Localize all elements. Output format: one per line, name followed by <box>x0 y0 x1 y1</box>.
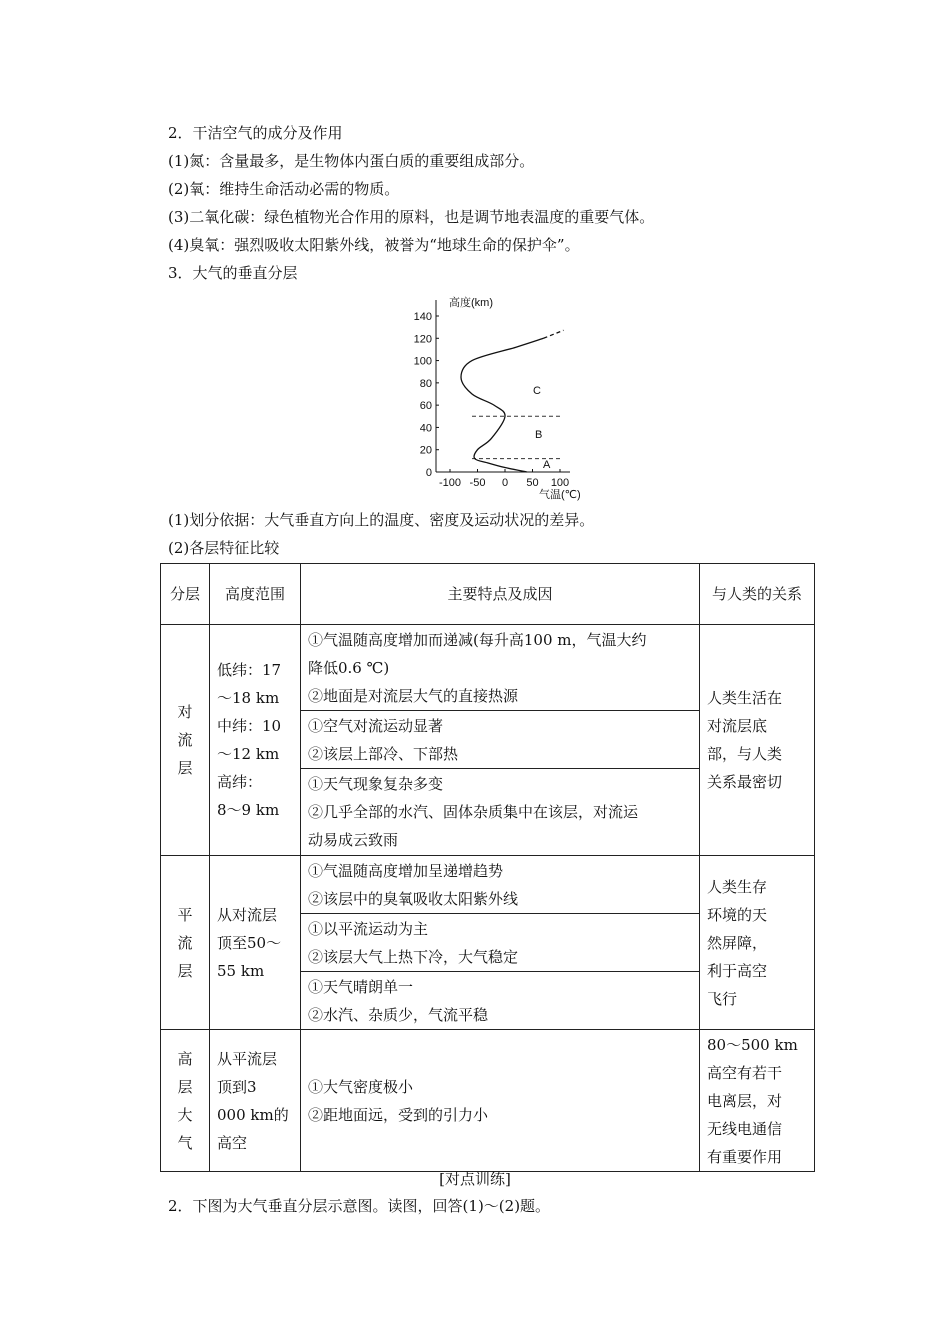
feature-cell <box>301 769 700 856</box>
height-range-cell <box>210 1030 301 1172</box>
x-axis-label: 气温(℃) <box>539 489 581 501</box>
feature-line: ①天气现象复杂多变 <box>308 775 444 793</box>
table-row <box>161 856 815 914</box>
feature-line: ①天气晴朗单一 <box>308 977 414 996</box>
y-tick-label: 140 <box>413 311 432 323</box>
para-nitrogen: (1)氮：含量最多，是生物体内蛋白质的重要组成部分。 <box>168 152 535 170</box>
height-range-line: 从对流层 <box>217 905 278 924</box>
feature-cell <box>301 914 700 972</box>
layer-name-char: 层 <box>177 759 193 777</box>
layer-name-char: 气 <box>177 1133 193 1152</box>
feature-line: ①大气密度极小 <box>308 1077 414 1096</box>
header-relation <box>700 564 815 625</box>
y-tick-label: 0 <box>425 467 432 479</box>
relation-line: 人类生存 <box>707 877 768 896</box>
table-row <box>161 1030 815 1172</box>
height-range-line: ～18 km <box>217 689 280 707</box>
feature-line: ①气温随高度增加呈递增趋势 <box>308 861 504 880</box>
relation-line: 利于高空 <box>707 961 768 980</box>
y-tick-label: 60 <box>419 400 432 413</box>
feature-line: 动易成云致雨 <box>308 831 399 849</box>
feature-line: ②该层大气上热下冷，大气稳定 <box>308 947 519 966</box>
height-range-line: 8～9 km <box>217 801 280 819</box>
header-relation-text: 与人类的关系 <box>711 585 802 603</box>
relation-line: 人类生活在 <box>707 689 783 707</box>
layer-label-c: C <box>533 385 541 397</box>
x-tick-label: 50 <box>526 477 539 489</box>
temperature-curve <box>461 338 544 472</box>
header-range: 高度范围 <box>210 564 301 625</box>
layer-name-char: 大 <box>177 1105 193 1124</box>
height-range-line: 低纬：17 <box>217 661 282 679</box>
relation-line: 然屏障， <box>707 933 768 952</box>
height-range-line: 中纬：10 <box>217 717 282 735</box>
height-range-line: 高纬： <box>217 773 263 791</box>
feature-cell <box>301 711 700 769</box>
layer-name-char: 流 <box>177 731 193 749</box>
feature-line: 降低0.6 ℃) <box>308 658 390 677</box>
relation-line: 无线电通信 <box>707 1119 783 1138</box>
x-tick-label: -100 <box>438 477 462 489</box>
header-layer <box>161 564 210 625</box>
feature-line: ②该层中的臭氧吸收太阳紫外线 <box>308 889 519 908</box>
table-row <box>161 625 815 711</box>
header-layer-text: 分层 <box>170 585 201 603</box>
y-tick-label: 120 <box>413 333 432 346</box>
x-tick-label: 100 <box>550 477 570 489</box>
height-range-line: ～12 km <box>217 745 280 763</box>
relation-line: 环境的天 <box>707 905 768 924</box>
y-tick-label: 80 <box>419 377 432 390</box>
layer-name-cell <box>161 625 210 856</box>
y-tick-label: 20 <box>419 444 432 457</box>
feature-cell <box>301 972 700 1030</box>
feature-line: ②距地面远，受到的引力小 <box>308 1105 489 1124</box>
feature-cell <box>301 856 700 914</box>
height-range-line: 顶到3 <box>217 1077 257 1096</box>
x-tick-label: -50 <box>469 477 486 489</box>
relation-cell <box>700 625 815 856</box>
height-range-line: 顶至50～ <box>217 933 282 952</box>
section-caption: [对点训练] <box>439 1170 511 1188</box>
feature-line: ①气温随高度增加而递减(每升高100 m，气温大约 <box>308 630 647 649</box>
y-tick-label: 100 <box>413 355 432 368</box>
layer-name-char: 对 <box>177 703 193 721</box>
para-co2: (3)二氧化碳：绿色植物光合作用的原料，也是调节地表温度的重要气体。 <box>168 208 655 226</box>
feature-line: ②该层上部冷、下部热 <box>308 744 459 763</box>
layer-label-b: B <box>535 429 543 441</box>
relation-line: 关系最密切 <box>707 773 783 791</box>
table-header-row <box>161 564 815 625</box>
relation-line: 电离层，对 <box>707 1091 783 1110</box>
feature-line: ①空气对流运动显著 <box>308 716 444 735</box>
height-range-cell <box>210 856 301 1030</box>
layer-name-cell <box>161 856 210 1030</box>
exercise-question: 2．下图为大气垂直分层示意图。读图，回答(1)～(2)题。 <box>168 1197 551 1215</box>
para-comparison: (2)各层特征比较 <box>168 539 280 557</box>
relation-line: 高空有若干 <box>707 1063 783 1082</box>
layer-name-cell <box>161 1030 210 1172</box>
x-tick-label: 0 <box>501 477 509 489</box>
feature-line: ①以平流运动为主 <box>308 919 429 938</box>
feature-line: ②地面是对流层大气的直接热源 <box>308 686 519 705</box>
atmosphere-layer-chart <box>405 290 595 505</box>
layer-name-char: 高 <box>177 1049 193 1068</box>
heading-vertical-layers: 3．大气的垂直分层 <box>168 264 298 282</box>
relation-cell <box>700 1030 815 1172</box>
temperature-curve-extension <box>544 330 564 338</box>
height-range-line: 000 km的 <box>217 1105 289 1124</box>
height-range-line: 55 km <box>217 961 265 980</box>
height-range-line: 从平流层 <box>217 1049 278 1068</box>
para-basis: (1)划分依据：大气垂直方向上的温度、密度及运动状况的差异。 <box>168 511 595 529</box>
para-ozone: (4)臭氧：强烈吸收太阳紫外线，被誉为“地球生命的保护伞”。 <box>168 236 580 254</box>
relation-line: 部，与人类 <box>707 745 783 763</box>
height-range-line: 高空 <box>217 1133 248 1152</box>
header-features: 主要特点及成因 <box>301 564 700 625</box>
y-axis-label: 高度(km) <box>449 297 493 309</box>
heading-dry-air: 2．干洁空气的成分及作用 <box>168 124 343 142</box>
layer-comparison-table <box>160 563 815 1172</box>
relation-cell <box>700 856 815 1030</box>
para-oxygen: (2)氧：维持生命活动必需的物质。 <box>168 180 400 198</box>
feature-line: ②水汽、杂质少，气流平稳 <box>308 1005 489 1024</box>
relation-line: 有重要作用 <box>707 1147 783 1166</box>
feature-cell <box>301 1030 700 1172</box>
feature-cell <box>301 625 700 711</box>
layer-name-char: 层 <box>177 1077 193 1096</box>
layer-label-a: A <box>543 459 551 471</box>
relation-line: 80～500 km <box>707 1035 798 1054</box>
relation-line: 对流层底 <box>707 717 768 735</box>
y-tick-label: 40 <box>419 422 432 435</box>
height-range-cell <box>210 625 301 856</box>
layer-name-char: 流 <box>177 933 193 952</box>
layer-name-char: 平 <box>177 905 193 924</box>
relation-line: 飞行 <box>707 989 738 1008</box>
feature-line: ②几乎全部的水汽、固体杂质集中在该层，对流运 <box>308 803 639 821</box>
layer-name-char: 层 <box>177 961 193 980</box>
